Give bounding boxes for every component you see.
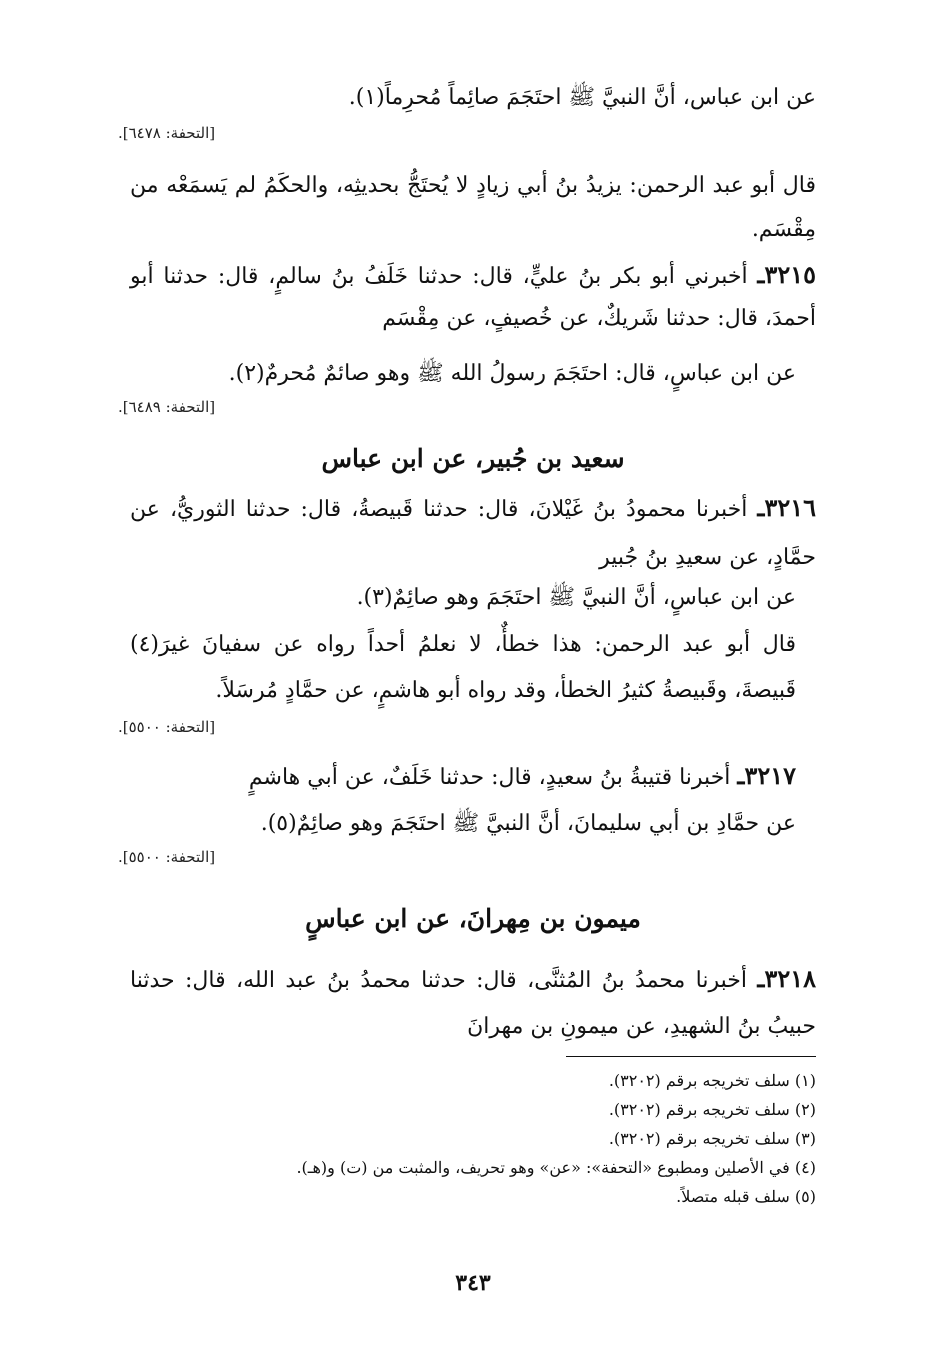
hadith-text: عن ابن عباس، أنَّ النبيَّ ﷺ احتَجَمَ صائِماً مُحرِماً(١). [348,85,816,110]
hadith-text: عن ابن عباسٍ، قال: احتَجَمَ رسولُ الله ﷺ وهو صائمٌ مُحرمٌ(٢). [228,361,796,386]
footnote-3: (٣) سلف تخريجه برقم (٣٢٠٢). [608,1129,816,1148]
hadith-number: ٣٢١٨ـ [757,964,816,993]
commentary-paragraph: قال أبو عبد الرحمن: هذا خطأٌ، لا نعلمُ أحداً رواه عن سفيانَ غيرَ(٤) قَبيصةَ، وقَبيصةُ كثيرُ الخطأ، وقد رواه أبو هاشمٍ، عن حمَّادٍ مُرسَلاً. [130,632,796,703]
footnote-separator [566,1056,816,1057]
isnad-text: أخبرنا قتيبةُ بنُ سعيدٍ، قال: حدثنا خَلَفٌ، عن أبي هاشمٍ [248,765,731,790]
tuhfa-reference: [التحفة: ٦٤٧٨]. [118,124,216,142]
hadith-number: ٣٢١٥ـ [757,260,816,289]
hadith-chain-3218 [130,956,816,1050]
tuhfa-reference: [التحفة: ٦٤٨٩]. [118,398,216,416]
hadith-number: ٣٢١٧ـ [737,761,796,790]
commentary-paragraph: قال أبو عبد الرحمن: يزيدُ بنُ أبي زيادٍ لا يُحتَجُّ بحديثِه، والحكَمُ لم يَسمَعْه من مِقْسَم. [130,173,816,242]
footnote-1: (١) سلف تخريجه برقم (٣٢٠٢). [608,1071,816,1090]
page-number: ٣٤٣ [455,1270,491,1296]
section-heading: سعيد بن جُبير، عن ابن عباس [321,444,625,473]
footnote-4: (٤) في الأصلين ومطبوع «التحفة»: «عن» وهو تحريف، والمثبت من (ت) و(هـ). [296,1158,816,1177]
footnote-5: (٥) سلف قبله متصلاً. [676,1187,816,1206]
hadith-number: ٣٢١٦ـ [757,493,816,522]
hadith-text: عن ابن عباسٍ، أنَّ النبيَّ ﷺ احتَجَمَ وهو صائِمٌ(٣). [356,585,796,610]
footnote-2: (٢) سلف تخريجه برقم (٣٢٠٢). [608,1100,816,1119]
hadith-chain-3215 [130,254,816,340]
isnad-text: أخبرنا محمودُ بنُ غَيْلانَ، قال: حدثنا قَبيصةُ، قال: حدثنا الثوريُّ، عن حمَّادٍ، عن سعيدِ بنُ جُبير [130,497,816,570]
section-heading: ميمون بن مِهرانَ، عن ابن عباسٍ [305,904,641,933]
tuhfa-reference: [التحفة: ٥٥٠٠]. [118,848,216,866]
hadith-chain-3217 [130,752,816,802]
hadith-chain-3216 [130,484,816,582]
hadith-text: عن حمَّادِ بن أبي سليمانَ، أنَّ النبيَّ ﷺ احتَجَمَ وهو صائِمٌ(٥). [260,811,796,836]
tuhfa-reference: [التحفة: ٥٥٠٠]. [118,718,216,736]
isnad-text: أخبرنا محمدُ بنُ المُثنَّى، قال: حدثنا محمدُ بنُ عبد الله، قال: حدثنا حبيبُ بنُ الشهيدِ، عن ميمونِ بن مهرانَ [130,968,816,1039]
isnad-text: أخبرني أبو بكر بنُ عليٍّ، قال: حدثنا خَلَفُ بنُ سالمٍ، قال: حدثنا أبو أحمدَ، قال: حدثنا شَريكٌ، عن خُصيفٍ، عن مِقْسَم [130,264,816,331]
footnotes [130,1066,816,1211]
